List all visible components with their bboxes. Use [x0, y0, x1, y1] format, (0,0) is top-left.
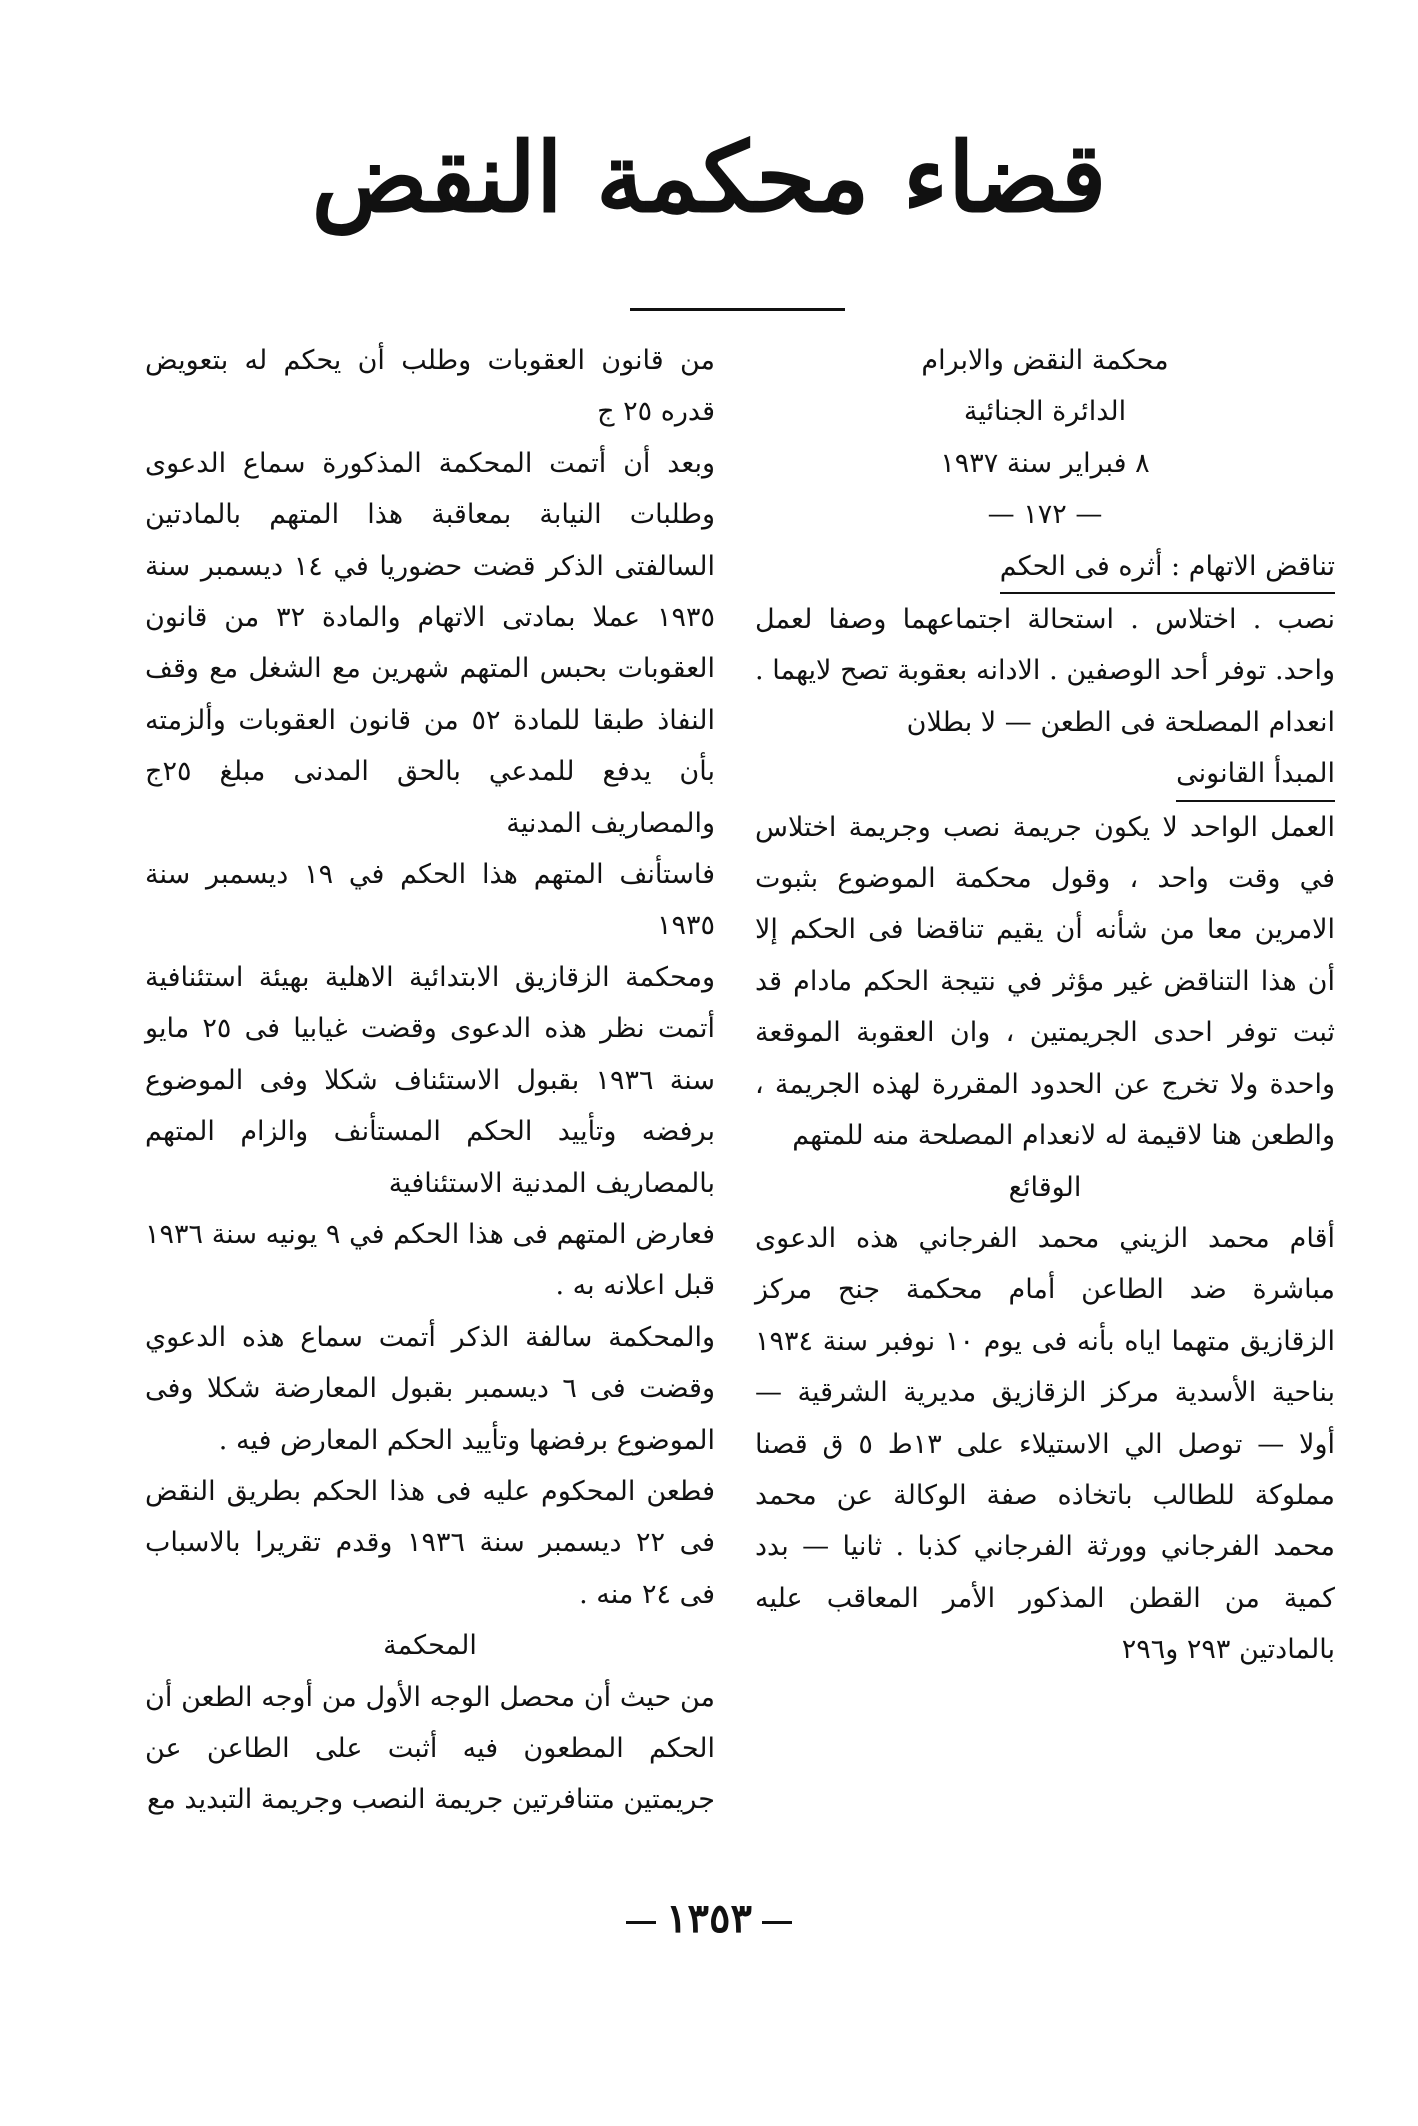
- left-column: [145, 335, 715, 1826]
- page-number: [0, 1895, 1418, 1942]
- paragraph: من حيث أن محصل الوجه الأول من أوجه الطعن أن الحكم المطعون فيه أثبت على الطاعن عن جريمتين متنافرتين جريمة النصب وجريمة التبديد مع: [145, 1681, 715, 1816]
- paragraph: ومحكمة الزقازيق الابتدائية الاهلية بهيئة استئنافية أتمت نظر هذه الدعوى وقضت غيابيا فى ٢٥ مايو سنة ١٩٣٦ بقبول الاستئناف شكلا وفى الموضوع برفضه وتأييد الحكم المستأنف والزام المتهم بالمصاريف المدنية الاستئنافية: [145, 961, 716, 1199]
- paragraph: فطعن المحكوم عليه فى هذا الحكم بطريق النقض فى ٢٢ ديسمبر سنة ١٩٣٦ وقدم تقريرا بالاسباب فى ٢٤ منه .: [145, 1475, 715, 1610]
- divider: [626, 1921, 656, 1924]
- court-section-heading: المحكمة: [383, 1630, 477, 1662]
- paragraph: فعارض المتهم فى هذا الحكم في ٩ يونيه سنة ١٩٣٦ قبل اعلانه به .: [145, 1218, 715, 1302]
- masthead-title: قضاء محكمة النقض: [311, 121, 1107, 234]
- keywords: نصب . اختلاس . استحالة اجتماعهما وصفا لعمل واحد. توفر أحد الوصفين . الادانه بعقوبة تصح لايهما . انعدام المصلحة فى الطعن — لا بطلان: [755, 604, 1335, 738]
- divider: [762, 1921, 792, 1924]
- paragraph: والمحكمة سالفة الذكر أتمت سماع هذه الدعوي وقضت فى ٦ ديسمبر بقبول المعارضة شكلا وفى الموضوع برفضها وتأييد الحكم المعارض فيه .: [145, 1321, 716, 1456]
- paragraph: من قانون العقوبات وطلب أن يحكم له بتعويض قدره ٢٥ ج: [145, 345, 715, 428]
- facts-heading: الوقائع: [1008, 1171, 1082, 1203]
- principle-text: العمل الواحد لا يكون جريمة نصب وجريمة اختلاس في وقت واحد ، وقول محكمة الموضوع بثبوت الامرين معا من شأنه أن يقيم تناقضا فى الحكم إلا أن هذا التناقض غير مؤثر في نتيجة الحكم مادام قد ثبت توفر احدى الجريمتين ، وان العقوبة الموقعة واحدة ولا تخرج عن الحدود المقررة لهذه الجريمة ، والطعن هنا لاقيمة له لانعدام المصلحة منه للمتهم: [755, 811, 1335, 1152]
- case-number: — ١٧٢ —: [987, 499, 1103, 531]
- facts-text: أقام محمد الزيني محمد الفرجاني هذه الدعوى مباشرة ضد الطاعن أمام محكمة جنح مركز الزقازيق متهما اياه بأنه فى يوم ١٠ نوفبر سنة ١٩٣٤ بناحية الأسدية مركز الزقازيق مديرية الشرقية — أولا — توصل الي الاستيلاء على ١٣ط ٥ ق قصنا مملوكة للطالب باتخاذه صفة الوكالة عن محمد محمد الفرجاني وورثة الفرجاني كذبا . ثانيا — بدد كمية من القطن المذكور الأمر المعاقب عليه بالمادتين ٢٩٣ و٢٩٦: [755, 1222, 1335, 1666]
- subject-heading: [755, 541, 1335, 594]
- court-name: محكمة النقض والابرام: [921, 345, 1169, 376]
- subject-heading-text: تناقض الاتهام : أثره فى الحكم: [1000, 541, 1335, 594]
- page-number-text: ١٣٥٣: [666, 1895, 752, 1942]
- masthead-rule: [630, 308, 845, 311]
- circuit-name: الدائرة الجنائية: [963, 396, 1127, 428]
- principle-heading-text: المبدأ القانونى: [1176, 748, 1335, 801]
- judgment-date: ٨ فبراير سنة ١٩٣٧: [940, 447, 1150, 479]
- paragraph: فاستأنف المتهم هذا الحكم في ١٩ ديسمبر سنة ١٩٣٥: [145, 859, 715, 942]
- right-column: [755, 335, 1335, 1676]
- principle-heading: [755, 748, 1335, 801]
- paragraph: وبعد أن أتمت المحكمة المذكورة سماع الدعوى وطلبات النيابة بمعاقبة هذا المتهم بالمادتين السالفتى الذكر قضت حضوريا في ١٤ ديسمبر سنة ١٩٣٥ عملا بمادتى الاتهام والمادة ٣٢ من قانون العقوبات بحبس المتهم شهرين مع الشغل مع وقف النفاذ طبقا للمادة ٥٢ من قانون العقوبات وألزمته بأن يدفع للمدعي بالحق المدنى مبلغ ٢٥ج والمصاريف المدنية: [145, 447, 715, 839]
